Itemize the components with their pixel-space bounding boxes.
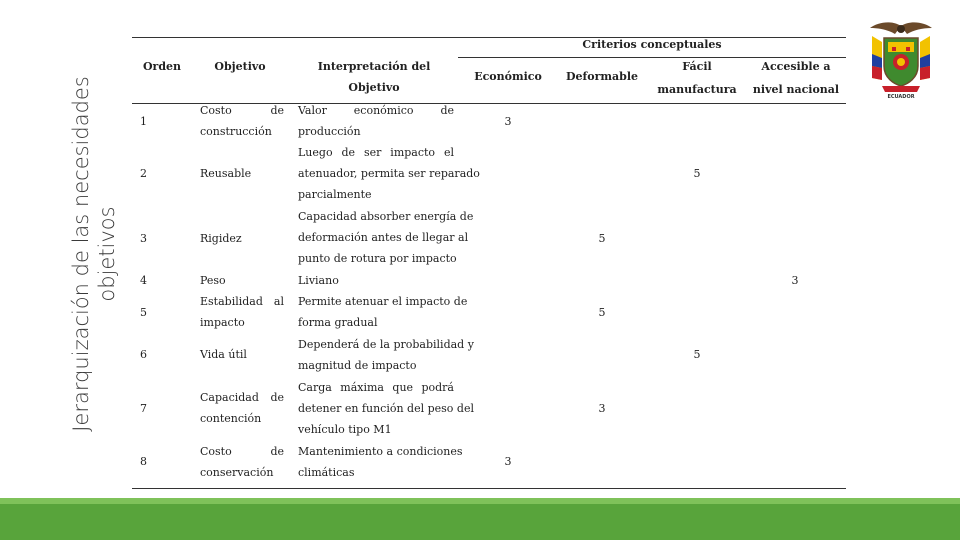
row-objetivo: Vida útil bbox=[200, 348, 247, 361]
row-interpretacion-line: magnitud de impacto bbox=[298, 359, 417, 372]
row-score-economico: 3 bbox=[504, 455, 512, 468]
row-interpretacion bbox=[298, 441, 463, 483]
row-interpretacion bbox=[298, 206, 474, 269]
row-interpretacion bbox=[298, 377, 474, 440]
row-score-economico: 3 bbox=[504, 115, 512, 128]
table-bottom-rule bbox=[132, 488, 846, 489]
footer-accent-bar bbox=[0, 498, 960, 540]
row-objetivo-line: impacto bbox=[200, 316, 245, 329]
row-interpretacion-line: Luego de ser impacto el bbox=[298, 146, 454, 159]
row-interpretacion-line: parcialmente bbox=[298, 188, 372, 201]
row-objetivo-line: Capacidad de bbox=[200, 391, 284, 404]
row-interpretacion-line: forma gradual bbox=[298, 316, 378, 329]
row-interpretacion-line: Permite atenuar el impacto de bbox=[298, 295, 468, 308]
row-interpretacion-line: detener en función del peso del bbox=[298, 402, 474, 415]
row-interpretacion-line: punto de rotura por impacto bbox=[298, 252, 457, 265]
row-interpretacion bbox=[298, 142, 480, 205]
university-crest-logo bbox=[862, 20, 940, 102]
row-objetivo-line: contención bbox=[200, 412, 262, 425]
footer-accent-strip bbox=[0, 498, 960, 504]
row-objetivo-line: Costo de bbox=[200, 104, 284, 117]
header-nivel-nacional: nivel nacional bbox=[752, 83, 840, 96]
row-interpretacion-line: climáticas bbox=[298, 466, 355, 479]
row-orden: 6 bbox=[140, 348, 147, 361]
row-objetivo bbox=[200, 100, 284, 142]
row-interpretacion bbox=[298, 291, 468, 333]
row-orden: 7 bbox=[140, 402, 147, 415]
row-objetivo-line: conservación bbox=[200, 466, 274, 479]
header-accesible bbox=[746, 56, 846, 100]
row-orden: 5 bbox=[140, 306, 147, 319]
row-interpretacion-line: vehículo tipo M1 bbox=[298, 423, 392, 436]
row-orden: 2 bbox=[140, 167, 147, 180]
page-title bbox=[58, 34, 130, 474]
row-objetivo-line: construcción bbox=[200, 125, 272, 138]
row-orden: 8 bbox=[140, 455, 147, 468]
page-title-line-1: Jerarquización de las necesidades bbox=[69, 76, 94, 432]
row-objetivo-line: Estabilidad al bbox=[200, 295, 284, 308]
row-objetivo bbox=[200, 441, 284, 483]
page-title-line-2: objetivos bbox=[95, 206, 120, 302]
row-orden: 1 bbox=[140, 115, 147, 128]
crest-caption: ECUADOR bbox=[887, 94, 915, 100]
row-interpretacion-line: Carga máxima que podrá bbox=[298, 381, 454, 394]
row-objetivo-line: Costo de bbox=[200, 445, 284, 458]
row-objetivo bbox=[200, 387, 284, 429]
row-interpretacion-line: atenuador, permita ser reparado bbox=[298, 167, 480, 180]
header-accesible-a: Accesible a bbox=[761, 60, 831, 73]
row-orden: 3 bbox=[140, 232, 147, 245]
objectives-table bbox=[132, 37, 846, 489]
header-economico: Económico bbox=[474, 70, 542, 83]
row-score-facil-manufactura: 5 bbox=[693, 167, 701, 180]
row-interpretacion-line: deformación antes de llegar al bbox=[298, 231, 469, 244]
row-interpretacion bbox=[298, 334, 474, 376]
row-interpretacion-line: Mantenimiento a condiciones bbox=[298, 445, 463, 458]
header-facil-manufactura bbox=[652, 56, 742, 100]
row-objetivo: Rigidez bbox=[200, 232, 242, 245]
header-deformable: Deformable bbox=[565, 70, 639, 83]
header-facil: Fácil bbox=[682, 60, 712, 73]
crest-icon bbox=[862, 20, 940, 102]
row-objetivo: Reusable bbox=[200, 167, 252, 180]
header-criterios: Criterios conceptuales bbox=[582, 38, 722, 51]
row-score-facil-manufactura: 5 bbox=[693, 348, 701, 361]
row-interpretacion-line: Dependerá de la probabilidad y bbox=[298, 338, 474, 351]
row-objetivo: Peso bbox=[200, 274, 226, 287]
row-interpretacion-line: producción bbox=[298, 125, 361, 138]
header-orden: Orden bbox=[142, 60, 182, 73]
row-orden: 4 bbox=[140, 274, 147, 287]
row-interpretacion-line: Valor económico de bbox=[298, 104, 454, 117]
header-manufactura: manufactura bbox=[657, 83, 737, 96]
row-score-deformable: 5 bbox=[598, 306, 606, 319]
row-score-deformable: 3 bbox=[598, 402, 606, 415]
row-score-deformable: 5 bbox=[598, 232, 606, 245]
row-interpretacion-line: Capacidad absorber energía de bbox=[298, 210, 474, 223]
row-interpretacion bbox=[298, 100, 454, 142]
row-objetivo bbox=[200, 291, 284, 333]
header-interpretacion: Interpretación del Objetivo bbox=[317, 60, 431, 94]
row-score-accesible: 3 bbox=[791, 274, 799, 287]
header-objetivo: Objetivo bbox=[214, 60, 266, 73]
row-interpretacion: Liviano bbox=[298, 274, 339, 287]
